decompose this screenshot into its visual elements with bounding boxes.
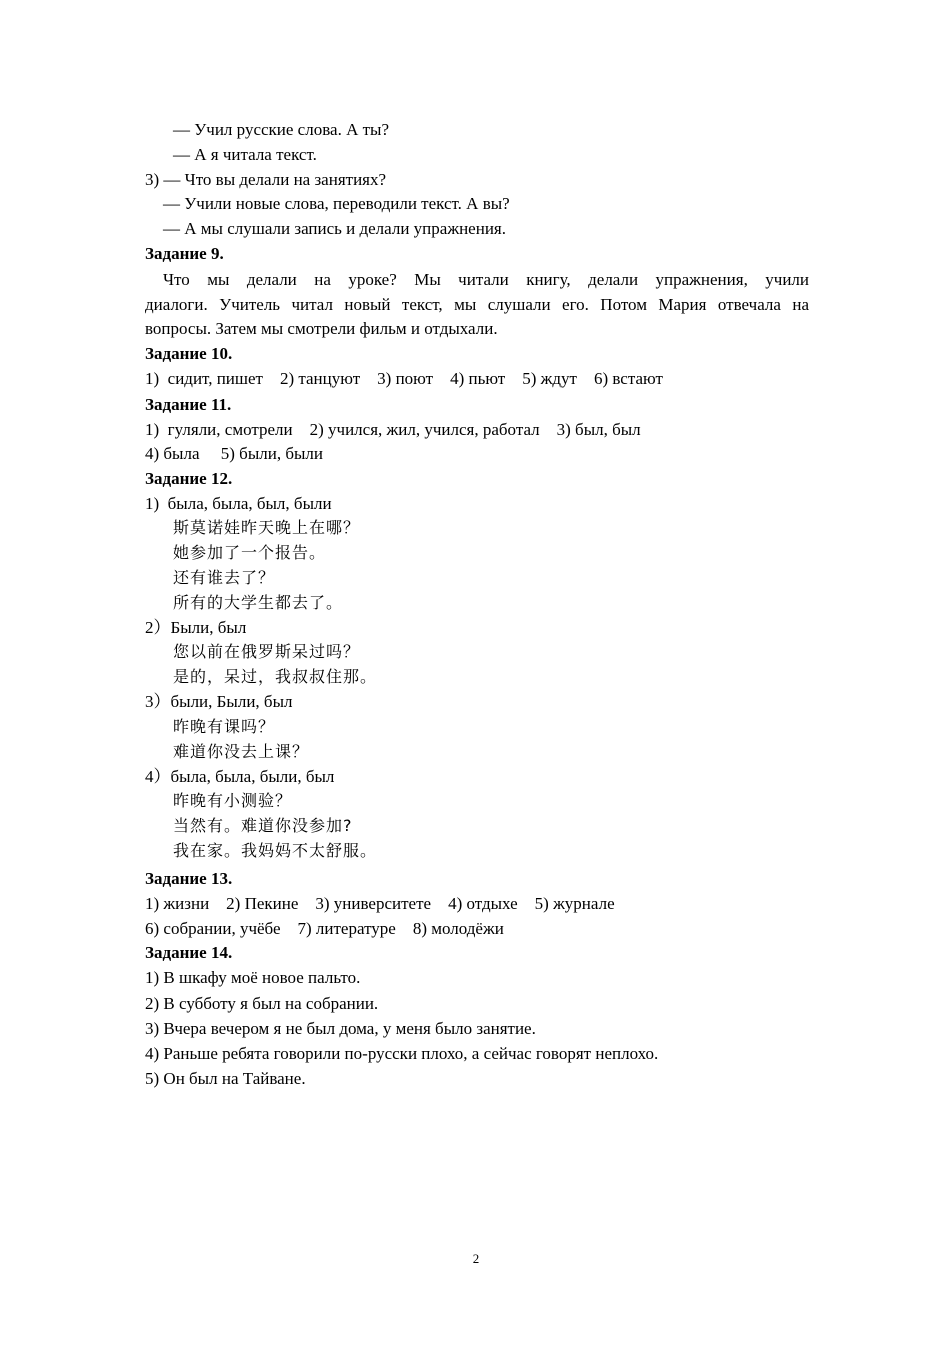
chinese-line: 我在家。我妈妈不太舒服。 xyxy=(173,841,378,860)
answer-line: 6) собрании, учёбе 7) литературе 8) молодёжи xyxy=(145,919,504,938)
chinese-line: 您以前在俄罗斯呆过吗？ xyxy=(173,642,361,661)
section-heading: Задание 13. xyxy=(145,869,233,888)
answer-line: 4) Раньше ребята говорили по-русски плохо, а сейчас говорят неплохо. xyxy=(145,1044,659,1063)
chinese-line: 所有的大学生都去了。 xyxy=(173,593,344,612)
chinese-line: 昨晚有课吗？ xyxy=(173,717,276,736)
answer-line: 1) гуляли, смотрели 2) учился, жил, учился, работал 3) был, был xyxy=(145,420,641,439)
dialog-line: — А мы слушали запись и делали упражнения. xyxy=(163,219,506,238)
dialog-line: — Учил русские слова. А ты? xyxy=(173,120,389,139)
answer-line: 2）Были, был xyxy=(145,618,247,637)
page-number: 2 xyxy=(472,1251,480,1266)
chinese-line: 还有谁去了？ xyxy=(173,568,276,587)
chinese-line: 难道你没去上课？ xyxy=(173,742,310,761)
section-heading: Задание 14. xyxy=(145,943,233,962)
answer-line: 5) Он был на Тайване. xyxy=(145,1069,306,1088)
dialog-line: — А я читала текст. xyxy=(173,145,317,164)
chinese-line: 昨晚有小测验？ xyxy=(173,791,293,810)
section-heading: Задание 12. xyxy=(145,469,233,488)
chinese-line: 是的，呆过，我叔叔住那。 xyxy=(173,667,378,686)
section-heading: Задание 10. xyxy=(145,344,233,363)
answer-line: 3）были, Были, был xyxy=(145,692,293,711)
answer-line: 1) была, была, был, были xyxy=(145,494,332,513)
paragraph-line: вопросы. Затем мы смотрели фильм и отдыхали. xyxy=(145,319,498,338)
chinese-line: 当然有。难道你没参加? xyxy=(173,816,353,835)
section-heading: Задание 9. xyxy=(145,244,224,263)
chinese-line: 斯莫诺娃昨天晚上在哪？ xyxy=(173,518,361,537)
answer-line: 4）была, была, были, был xyxy=(145,767,335,786)
section-heading: Задание 11. xyxy=(145,395,232,414)
answer-line: 1) жизни 2) Пекине 3) университете 4) отдыхе 5) журнале xyxy=(145,894,615,913)
answer-line: 4) была 5) были, были xyxy=(145,444,323,463)
paragraph-line: Что мы делали на уроке? Мы читали книгу, делали упражнения, учили xyxy=(163,270,809,289)
paragraph-line: диалоги. Учитель читал новый текст, мы слушали его. Потом Мария отвечала на xyxy=(145,295,809,314)
dialog-line: 3) — Что вы делали на занятиях? xyxy=(145,170,387,189)
answer-line: 3) Вчера вечером я не был дома, у меня было занятие. xyxy=(145,1019,536,1038)
answer-line: 1) В шкафу моё новое пальто. xyxy=(145,968,361,987)
answer-line: 2) В субботу я был на собрании. xyxy=(145,994,379,1013)
dialog-line: — Учили новые слова, переводили текст. А вы? xyxy=(163,194,510,213)
answer-line: 1) сидит, пишет 2) танцуют 3) поют 4) пьют 5) ждут 6) встают xyxy=(145,369,663,388)
chinese-line: 她参加了一个报告。 xyxy=(173,543,327,562)
